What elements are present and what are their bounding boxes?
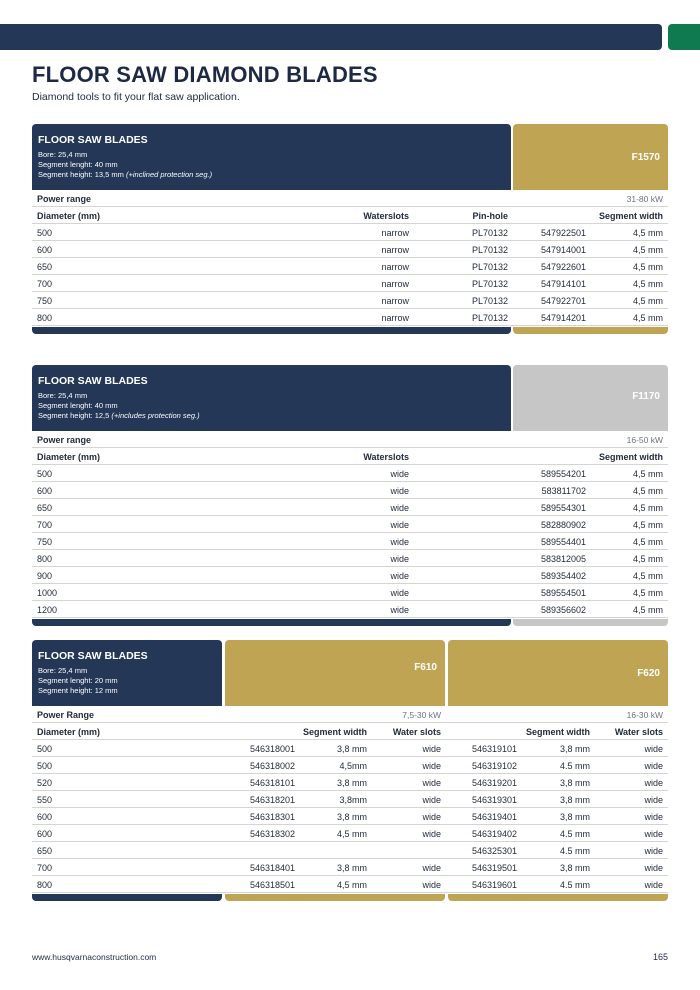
power-range-value: 31-80 kW [626,194,663,204]
cell-f610-waterslots: wide [422,744,441,754]
table-row [32,482,668,499]
product-code-panel [513,365,668,431]
cell-article-number: 547922501 [540,228,586,238]
power-range-row [32,190,668,207]
cell-diameter: 1000 [37,588,58,598]
cell-f620-article-number: 546319401 [471,812,517,822]
cell-waterslots: narrow [381,296,409,306]
top-header-bar [0,24,662,50]
cell-segment-width: 4,5 mm [632,554,663,564]
col-pinhole: Pin-hole [472,211,508,221]
cell-f620-segment-width: 3,8 mm [559,812,590,822]
page-number: 165 [652,952,668,962]
cell-f610-article-number: 546318001 [249,744,295,754]
cell-f610-waterslots: wide [422,829,441,839]
cell-waterslots: wide [390,571,409,581]
segment-height-value: Segment height: 13,5 mm [38,170,124,179]
cell-f610-waterslots: wide [422,812,441,822]
cell-segment-width: 4,5 mm [632,279,663,289]
cell-diameter: 500 [37,744,53,754]
cell-article-number: 547914001 [540,245,586,255]
col-diameter: Diameter (mm) [37,211,101,221]
cell-pinhole: PL70132 [471,245,508,255]
cell-pinhole: PL70132 [471,279,508,289]
cell-f620-waterslots: wide [644,744,663,754]
cell-segment-width: 4,5 mm [632,228,663,238]
cell-segment-width: 4,5 mm [632,571,663,581]
cell-article-number: 589554201 [540,469,586,479]
cell-f620-waterslots: wide [644,846,663,856]
table-row [32,516,668,533]
cell-waterslots: wide [390,469,409,479]
segment-height-value: Segment height: 12,5 [38,411,110,420]
column-header-row [32,448,668,465]
table-footer-bar-accent [513,327,668,334]
cell-segment-width: 4,5 mm [632,262,663,272]
cell-f610-article-number: 546318201 [249,795,295,805]
cell-article-number: 589354402 [540,571,586,581]
power-range-label: Power Range [37,710,95,720]
cell-f620-segment-width: 4.5 mm [559,880,590,890]
power-range-value-f620: 16-30 kW [626,710,663,720]
cell-waterslots: wide [390,520,409,530]
cell-article-number: 583812005 [540,554,586,564]
table-row [32,275,668,292]
col-segment-width: Segment width [598,211,663,221]
cell-f620-article-number: 546319601 [471,880,517,890]
cell-f620-article-number: 546325301 [471,846,517,856]
cell-diameter: 900 [37,571,53,581]
cell-f620-waterslots: wide [644,880,663,890]
col-diameter: Diameter (mm) [37,452,101,462]
segment-height-note: (+includes protection seg.) [111,411,200,420]
cell-f620-segment-width: 3,8 mm [559,795,590,805]
segment-height-spec [38,411,505,421]
col-diameter: Diameter (mm) [37,727,101,737]
top-accent-tab [668,24,700,50]
table-row [32,533,668,550]
table-title: FLOOR SAW BLADES [38,650,148,662]
table-row [32,876,668,893]
cell-f620-article-number: 546319101 [471,744,517,754]
segment-length-spec: Segment lenght: 40 mm [38,160,118,169]
power-range-row [32,706,668,723]
cell-waterslots: wide [390,605,409,615]
power-range-value: 16-50 kW [626,435,663,445]
table-row [32,292,668,309]
cell-diameter: 520 [37,778,53,788]
product-code-f610: F610 [414,662,437,673]
table-row [32,584,668,601]
col-waterslots: Waterslots [363,452,409,462]
page-subtitle: Diamond tools to fit your flat saw application. [32,91,240,103]
table-row [32,791,668,808]
cell-f610-segment-width: 3,8mm [339,795,367,805]
table-row [32,757,668,774]
power-range-label: Power range [37,194,92,204]
cell-diameter: 600 [37,486,53,496]
cell-diameter: 500 [37,469,53,479]
cell-diameter: 700 [37,863,53,873]
cell-article-number: 583811702 [541,486,586,496]
power-range-row [32,431,668,448]
cell-f610-waterslots: wide [422,761,441,771]
cell-diameter: 700 [37,520,53,530]
cell-segment-width: 4,5 mm [632,605,663,615]
cell-f610-waterslots: wide [422,778,441,788]
cell-f620-segment-width: 4.5 mm [559,846,590,856]
table-footer-bar [32,327,511,334]
cell-article-number: 589554501 [540,588,586,598]
cell-f620-segment-width: 3,8 mm [559,778,590,788]
cell-f610-segment-width: 3,8 mm [336,863,367,873]
cell-f620-article-number: 546319102 [471,761,517,771]
cell-diameter: 650 [37,262,53,272]
col-waterslots-f610: Water slots [392,727,441,737]
cell-f610-waterslots: wide [422,795,441,805]
cell-segment-width: 4,5 mm [632,245,663,255]
segment-length-spec: Segment lenght: 40 mm [38,401,118,410]
table-row [32,499,668,516]
table-row [32,224,668,241]
cell-f610-segment-width: 3,8 mm [336,778,367,788]
segment-length-spec: Segment lenght: 20 mm [38,676,118,685]
table-row [32,567,668,584]
table-row [32,740,668,757]
cell-diameter: 800 [37,313,53,323]
cell-diameter: 600 [37,245,53,255]
cell-waterslots: narrow [381,262,409,272]
table-footer-bar [32,619,511,626]
cell-f620-waterslots: wide [644,863,663,873]
cell-f620-waterslots: wide [644,795,663,805]
cell-diameter: 800 [37,880,53,890]
cell-f610-article-number: 546318501 [249,880,295,890]
product-code-f620: F620 [637,668,660,679]
cell-waterslots: wide [390,554,409,564]
cell-waterslots: wide [390,486,409,496]
cell-article-number: 547922601 [540,262,586,272]
column-header-row [32,207,668,224]
cell-pinhole: PL70132 [471,262,508,272]
cell-article-number: 589356602 [540,605,586,615]
cell-article-number: 582880902 [540,520,586,530]
cell-segment-width: 4,5 mm [632,313,663,323]
col-segment-width: Segment width [598,452,663,462]
cell-f610-segment-width: 3,8 mm [336,744,367,754]
cell-waterslots: wide [390,503,409,513]
cell-segment-width: 4,5 mm [632,537,663,547]
cell-article-number: 547914201 [540,313,586,323]
segment-height-spec [38,170,505,180]
cell-waterslots: wide [390,537,409,547]
cell-f620-article-number: 546319402 [471,829,517,839]
cell-f610-segment-width: 4,5 mm [336,829,367,839]
bore-spec: Bore: 25,4 mm [38,391,88,400]
cell-f610-waterslots: wide [422,863,441,873]
table-row [32,550,668,567]
cell-f610-article-number: 546318002 [249,761,295,771]
cell-pinhole: PL70132 [471,313,508,323]
cell-article-number: 589554301 [540,503,586,513]
product-code: F1170 [632,391,660,402]
power-range-label: Power range [37,435,92,445]
table-row [32,825,668,842]
cell-segment-width: 4,5 mm [632,588,663,598]
cell-diameter: 500 [37,228,53,238]
cell-segment-width: 4,5 mm [632,503,663,513]
table-row [32,601,668,618]
cell-waterslots: narrow [381,279,409,289]
table-title: FLOOR SAW BLADES [38,375,148,387]
product-code-panel-f610 [225,640,445,706]
cell-f620-waterslots: wide [644,829,663,839]
cell-waterslots: narrow [381,228,409,238]
cell-f620-waterslots: wide [644,778,663,788]
cell-segment-width: 4,5 mm [632,486,663,496]
table-header-panel [32,124,511,190]
product-code-panel-f620 [448,640,668,706]
cell-diameter: 500 [37,761,53,771]
cell-f620-waterslots: wide [644,812,663,822]
bore-spec: Bore: 25,4 mm [38,150,88,159]
col-segment-width-f610: Segment width [302,727,367,737]
cell-f610-segment-width: 3,8 mm [336,812,367,822]
cell-f610-article-number: 546318101 [249,778,295,788]
table-row [32,465,668,482]
cell-diameter: 600 [37,829,53,839]
segment-height-spec: Segment height: 12 mm [38,686,118,695]
table-row [32,774,668,791]
cell-article-number: 547922701 [540,296,586,306]
cell-f620-article-number: 546319301 [471,795,517,805]
cell-diameter: 550 [37,795,53,805]
cell-f620-article-number: 546319501 [471,863,517,873]
col-waterslots: Waterslots [363,211,409,221]
cell-diameter: 1200 [37,605,58,615]
table-row [32,241,668,258]
table-f1170 [32,365,668,629]
power-range-value-f610: 7,5-30 kW [402,710,441,720]
table-footer-bar-f610 [225,894,445,901]
cell-f620-waterslots: wide [644,761,663,771]
table-f1570 [32,124,668,337]
table-f610-f620 [32,640,668,904]
cell-f620-segment-width: 4.5 mm [559,829,590,839]
cell-segment-width: 4,5 mm [632,469,663,479]
bore-spec: Bore: 25,4 mm [38,666,88,675]
table-row [32,859,668,876]
table-header-panel [32,365,511,431]
table-footer-bar-f620 [448,894,668,901]
table-title: FLOOR SAW BLADES [38,134,148,146]
table-header-panel [32,640,222,706]
cell-diameter: 800 [37,554,53,564]
cell-waterslots: narrow [381,313,409,323]
table-row [32,842,668,859]
cell-f610-article-number: 546318401 [249,863,295,873]
cell-diameter: 750 [37,537,53,547]
table-row [32,309,668,326]
table-row [32,258,668,275]
cell-f620-segment-width: 3,8 mm [559,863,590,873]
cell-diameter: 650 [37,503,53,513]
col-segment-width-f620: Segment width [525,727,590,737]
product-code-panel [513,124,668,190]
column-header-row [32,723,668,740]
table-row [32,808,668,825]
cell-article-number: 589554401 [540,537,586,547]
cell-diameter: 700 [37,279,53,289]
cell-diameter: 650 [37,846,53,856]
cell-waterslots: wide [390,588,409,598]
cell-f620-segment-width: 4.5 mm [559,761,590,771]
cell-waterslots: narrow [381,245,409,255]
cell-f610-segment-width: 4,5mm [339,761,367,771]
cell-article-number: 547914101 [540,279,586,289]
cell-f610-waterslots: wide [422,880,441,890]
footer-website-link[interactable]: www.husqvarnaconstruction.com [32,952,157,962]
cell-segment-width: 4,5 mm [632,296,663,306]
table-footer-bar [32,894,222,901]
table-footer-bar-accent [513,619,668,626]
cell-f620-article-number: 546319201 [471,778,517,788]
cell-diameter: 750 [37,296,53,306]
product-code: F1570 [631,152,660,163]
cell-segment-width: 4,5 mm [632,520,663,530]
segment-height-note: (+inclined protection seg.) [125,170,213,179]
cell-f610-segment-width: 4,5 mm [336,880,367,890]
cell-pinhole: PL70132 [471,228,508,238]
page-title: FLOOR SAW DIAMOND BLADES [32,62,378,87]
cell-f620-segment-width: 3,8 mm [559,744,590,754]
cell-diameter: 600 [37,812,53,822]
cell-pinhole: PL70132 [471,296,508,306]
cell-f610-article-number: 546318301 [249,812,295,822]
col-waterslots-f620: Water slots [614,727,663,737]
cell-f610-article-number: 546318302 [249,829,295,839]
